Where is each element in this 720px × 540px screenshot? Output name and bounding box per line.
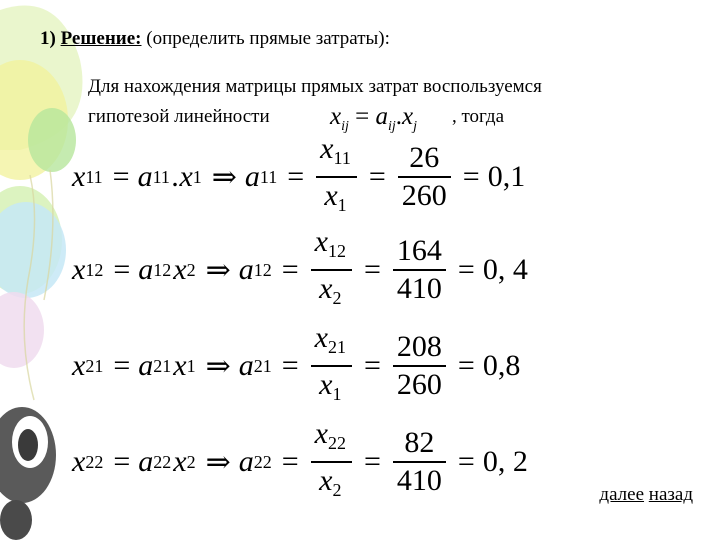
equation-row: x 21 = a 21 x 1 ⇒ a 21 = $\frac{x_{21}}{x_1}$ = $\frac{208}{260}$ = 0,8 [72,324,520,408]
step-number: 1) [40,28,56,49]
result-value: 0, 2 [482,445,528,478]
fraction-symbolic: $\frac{x_{11}}{x_1}$ [316,131,357,223]
text-then: , тогда [452,106,504,127]
fraction-symbolic: $\frac{x_{22}}{x_2}$ [311,416,352,508]
equation-row: x 11 = a 11 .x 1 ⇒ a 11 = $\frac{x_{11}}{x_1}$ = $\frac{26}{260}$ = 0,1 [72,135,525,219]
text-line-1: Для нахождения матрицы прямых затрат воспользуемся [88,76,542,97]
text-line-2: гипотезой линейности [88,106,270,127]
fraction-numeric: $\frac{82}{410}$ [393,425,446,499]
equation-row: x 12 = a 12 x 2 ⇒ a 12 = $\frac{x_{12}}{x_2}$ = $\frac{164}{410}$ = 0, 4 [72,228,528,312]
dark-balloon [0,407,56,540]
equation-row: x 22 = a 22 x 2 ⇒ a 22 = $\frac{x_{22}}{x_2}$ = $\frac{82}{410}$ = 0, 2 [72,420,528,504]
slide-navigation [599,484,693,506]
fraction-numeric: $\frac{208}{260}$ [393,329,446,403]
result-value: 0, 4 [482,253,528,286]
green-balloon-small [28,108,76,172]
result-value: 0,1 [487,160,526,193]
linearity-formula: $x_{ij} = a_{ij}.x_j$ [330,103,418,134]
fraction-symbolic: $\frac{x_{12}}{x_2}$ [311,224,352,316]
fraction-numeric: $\frac{26}{260}$ [398,140,451,214]
solution-label: Решение: [60,28,142,49]
fraction-symbolic: $\frac{x_{21}}{x_1}$ [311,320,352,412]
fraction-numeric: $\frac{164}{410}$ [393,233,446,307]
back-link[interactable]: назад [648,484,693,505]
result-value: 0,8 [482,349,521,382]
slide-heading [40,28,390,50]
pink-balloon [0,292,44,368]
next-link[interactable]: далее [599,484,645,505]
heading-text: (определить прямые затраты): [141,28,390,49]
